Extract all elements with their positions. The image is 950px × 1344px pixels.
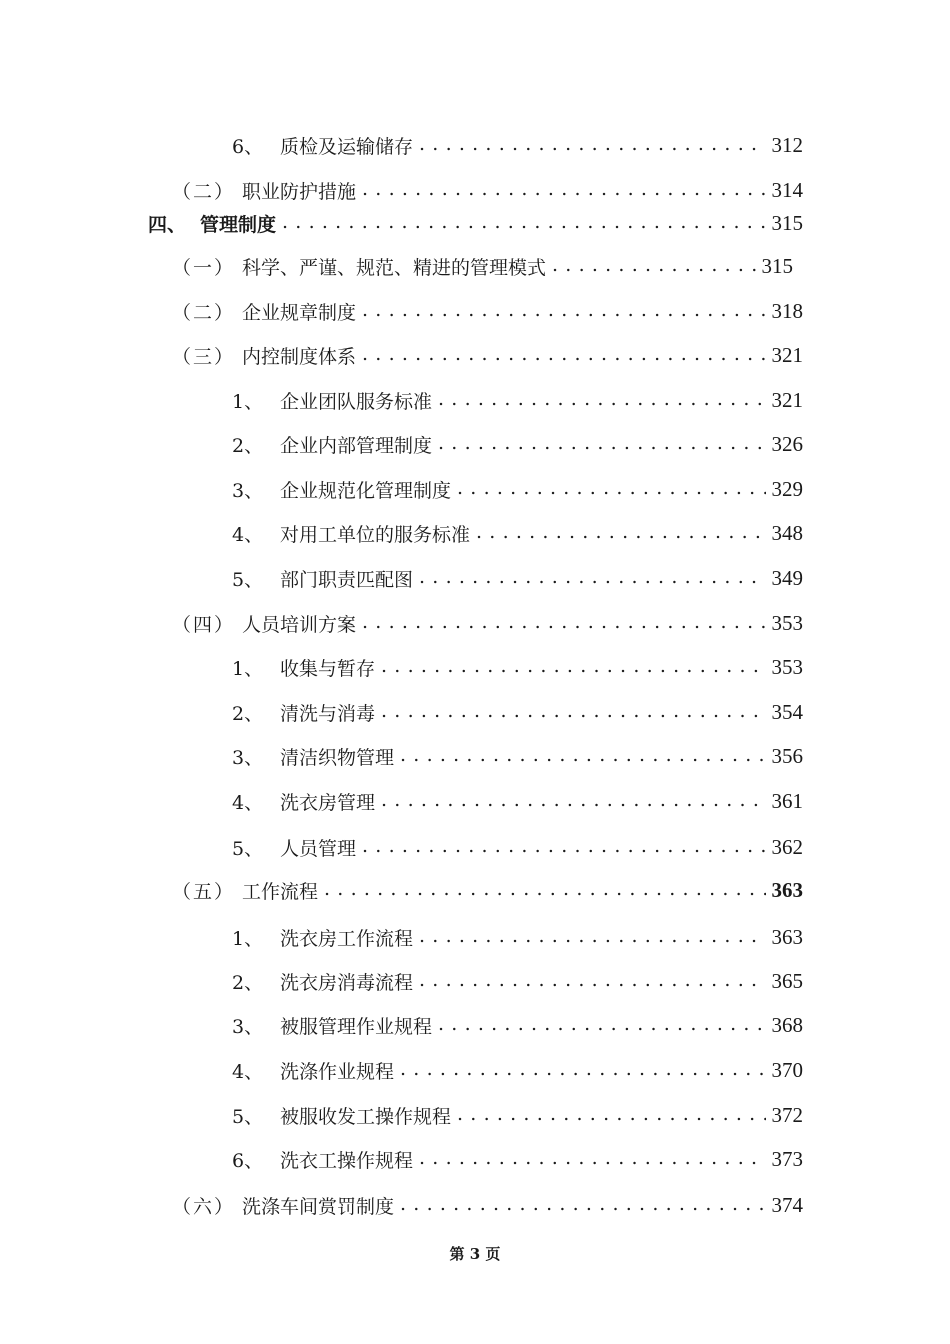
- toc-entry-page: 374: [771, 1192, 803, 1217]
- toc-entry-page: 363: [771, 924, 803, 949]
- toc-entry-title: 洗衣房消毒流程: [280, 971, 414, 994]
- toc-leader-dots: [362, 832, 765, 862]
- toc-entry-number: （三）: [172, 345, 236, 368]
- toc-leader-dots: [362, 175, 765, 205]
- toc-entry-page: 315: [771, 210, 803, 235]
- toc-entry-page: 348: [771, 520, 803, 545]
- toc-entry-title: 人员管理: [280, 837, 357, 860]
- toc-leader-dots: [457, 1100, 765, 1130]
- toc-entry-number: 四、: [148, 213, 187, 236]
- toc-entry-page: 314: [771, 177, 803, 202]
- toc-entry-title: 被服收发工操作规程: [280, 1105, 452, 1128]
- toc-leader-dots: [381, 786, 765, 816]
- toc-entry-page: 326: [771, 431, 803, 456]
- toc-leader-dots: [362, 608, 765, 638]
- toc-leader-dots: [438, 1010, 765, 1040]
- toc-entry-title: 洗衣工操作规程: [280, 1149, 414, 1172]
- toc-entry[interactable]: [232, 385, 803, 415]
- toc-entry-page: 361: [771, 788, 803, 813]
- toc-entry-number: （二）: [172, 180, 236, 203]
- toc-entry-title: 内控制度体系: [242, 345, 357, 368]
- toc-entry-title: 清洁织物管理: [280, 746, 395, 769]
- toc-entry[interactable]: [232, 652, 803, 682]
- toc-entry[interactable]: [232, 429, 803, 459]
- toc-entry-page: 356: [771, 743, 803, 768]
- toc-entry-number: （四）: [172, 613, 236, 636]
- toc-leader-dots: [419, 1144, 765, 1174]
- toc-entry-number: 4、: [232, 791, 264, 814]
- toc-entry-title: 企业规范化管理制度: [280, 479, 452, 502]
- toc-entry[interactable]: [232, 518, 803, 548]
- toc-leader-dots: [457, 474, 765, 504]
- toc-entry-number: 3、: [232, 479, 264, 502]
- toc-entry-title: 企业规章制度: [242, 301, 357, 324]
- toc-entry-title: 洗衣房工作流程: [280, 927, 414, 950]
- toc-entry[interactable]: [172, 296, 803, 326]
- toc-entry[interactable]: [232, 1055, 803, 1085]
- toc-entry[interactable]: [148, 208, 803, 238]
- toc-leader-dots: [400, 1190, 765, 1220]
- toc-entry-page: 353: [771, 654, 803, 679]
- toc-entry-page: 329: [771, 476, 803, 501]
- toc-entry-title: 部门职责匹配图: [280, 568, 414, 591]
- toc-entry-title: 被服管理作业规程: [280, 1015, 433, 1038]
- toc-leader-dots: [419, 130, 765, 160]
- toc-entry-page: 315: [761, 253, 793, 278]
- toc-entry-number: 1、: [232, 927, 264, 950]
- toc-leader-dots: [362, 296, 765, 326]
- toc-entry-page: 353: [771, 610, 803, 635]
- toc-leader-dots: [476, 518, 765, 548]
- toc-entry-page: 372: [771, 1102, 803, 1127]
- toc-entry[interactable]: [232, 697, 803, 727]
- toc-leader-dots: [419, 563, 765, 593]
- toc-leader-dots: [419, 922, 765, 952]
- toc-leader-dots: [400, 741, 765, 771]
- toc-entry-number: 2、: [232, 971, 264, 994]
- toc-entry[interactable]: [232, 1144, 803, 1174]
- toc-entry-title: 洗涤车间赏罚制度: [242, 1195, 395, 1218]
- toc-entry-title: 管理制度: [200, 213, 277, 236]
- toc-entry-number: 5、: [232, 837, 264, 860]
- toc-entry-page: 373: [771, 1146, 803, 1171]
- toc-entry[interactable]: [232, 130, 803, 160]
- toc-entry-number: 1、: [232, 390, 264, 413]
- toc-entry[interactable]: [172, 251, 803, 281]
- toc-entry-number: （一）: [172, 256, 236, 279]
- toc-entry-page: 370: [771, 1057, 803, 1082]
- toc-entry-title: 洗衣房管理: [280, 791, 376, 814]
- toc-entry[interactable]: [232, 741, 803, 771]
- toc-entry-title: 企业内部管理制度: [280, 434, 433, 457]
- toc-entry[interactable]: [172, 175, 803, 205]
- toc-entry[interactable]: [172, 340, 803, 370]
- toc-entry-title: 洗涤作业规程: [280, 1060, 395, 1083]
- toc-entry-number: （六）: [172, 1195, 236, 1218]
- toc-entry[interactable]: [172, 875, 803, 905]
- toc-entry-page: 312: [771, 132, 803, 157]
- toc-entry[interactable]: [232, 966, 803, 996]
- toc-entry-title: 收集与暂存: [280, 657, 376, 680]
- toc-entry-number: 4、: [232, 523, 264, 546]
- toc-entry-number: 5、: [232, 568, 264, 591]
- toc-entry-title: 质检及运输储存: [280, 135, 414, 158]
- toc-entry[interactable]: [172, 1190, 803, 1220]
- toc-entry-page: 365: [771, 968, 803, 993]
- toc-entry[interactable]: [232, 563, 803, 593]
- toc-entry[interactable]: [232, 1010, 803, 1040]
- page-footer: 第 3 页: [449, 1245, 501, 1263]
- toc-entry[interactable]: [232, 474, 803, 504]
- toc-entry-number: 5、: [232, 1105, 264, 1128]
- toc-entry-title: 人员培训方案: [242, 613, 357, 636]
- toc-leader-dots: [438, 429, 765, 459]
- toc-entry-page: 368: [771, 1012, 803, 1037]
- toc-leader-dots: [438, 385, 765, 415]
- toc-entry[interactable]: [232, 832, 803, 862]
- toc-leader-dots: [324, 875, 765, 905]
- toc-entry-page: 363: [771, 877, 803, 902]
- toc-leader-dots: [381, 652, 765, 682]
- toc-entry-title: 工作流程: [242, 880, 319, 903]
- toc-entry[interactable]: [232, 922, 803, 952]
- toc-leader-dots: [419, 966, 765, 996]
- toc-entry[interactable]: [232, 786, 803, 816]
- toc-entry[interactable]: [172, 608, 803, 638]
- toc-entry-number: 3、: [232, 746, 264, 769]
- toc-entry-number: 3、: [232, 1015, 264, 1038]
- toc-entry-number: 6、: [232, 135, 264, 158]
- toc-entry-number: 4、: [232, 1060, 264, 1083]
- toc-leader-dots: [282, 208, 765, 238]
- toc-entry-number: 1、: [232, 657, 264, 680]
- toc-entry[interactable]: [232, 1100, 803, 1130]
- toc-entry-number: 2、: [232, 702, 264, 725]
- toc-entry-page: 318: [771, 298, 803, 323]
- toc-entry-number: 6、: [232, 1149, 264, 1172]
- toc-entry-page: 349: [771, 565, 803, 590]
- toc-leader-dots: [362, 340, 765, 370]
- toc-entry-title: 科学、严谨、规范、精进的管理模式: [242, 256, 547, 279]
- toc-entry-number: （二）: [172, 301, 236, 324]
- toc-entry-title: 职业防护措施: [242, 180, 357, 203]
- toc-entry-number: 2、: [232, 434, 264, 457]
- toc-leader-dots: [552, 251, 755, 281]
- toc-entry-page: 321: [771, 387, 803, 412]
- toc-leader-dots: [400, 1055, 765, 1085]
- toc-entry-page: 321: [771, 342, 803, 367]
- toc-entry-title: 企业团队服务标准: [280, 390, 433, 413]
- toc-entry-title: 对用工单位的服务标准: [280, 523, 471, 546]
- toc-entry-number: （五）: [172, 880, 236, 903]
- toc-entry-page: 362: [771, 834, 803, 859]
- toc-entry-page: 354: [771, 699, 803, 724]
- toc-leader-dots: [381, 697, 765, 727]
- toc-entry-title: 清洗与消毒: [280, 702, 376, 725]
